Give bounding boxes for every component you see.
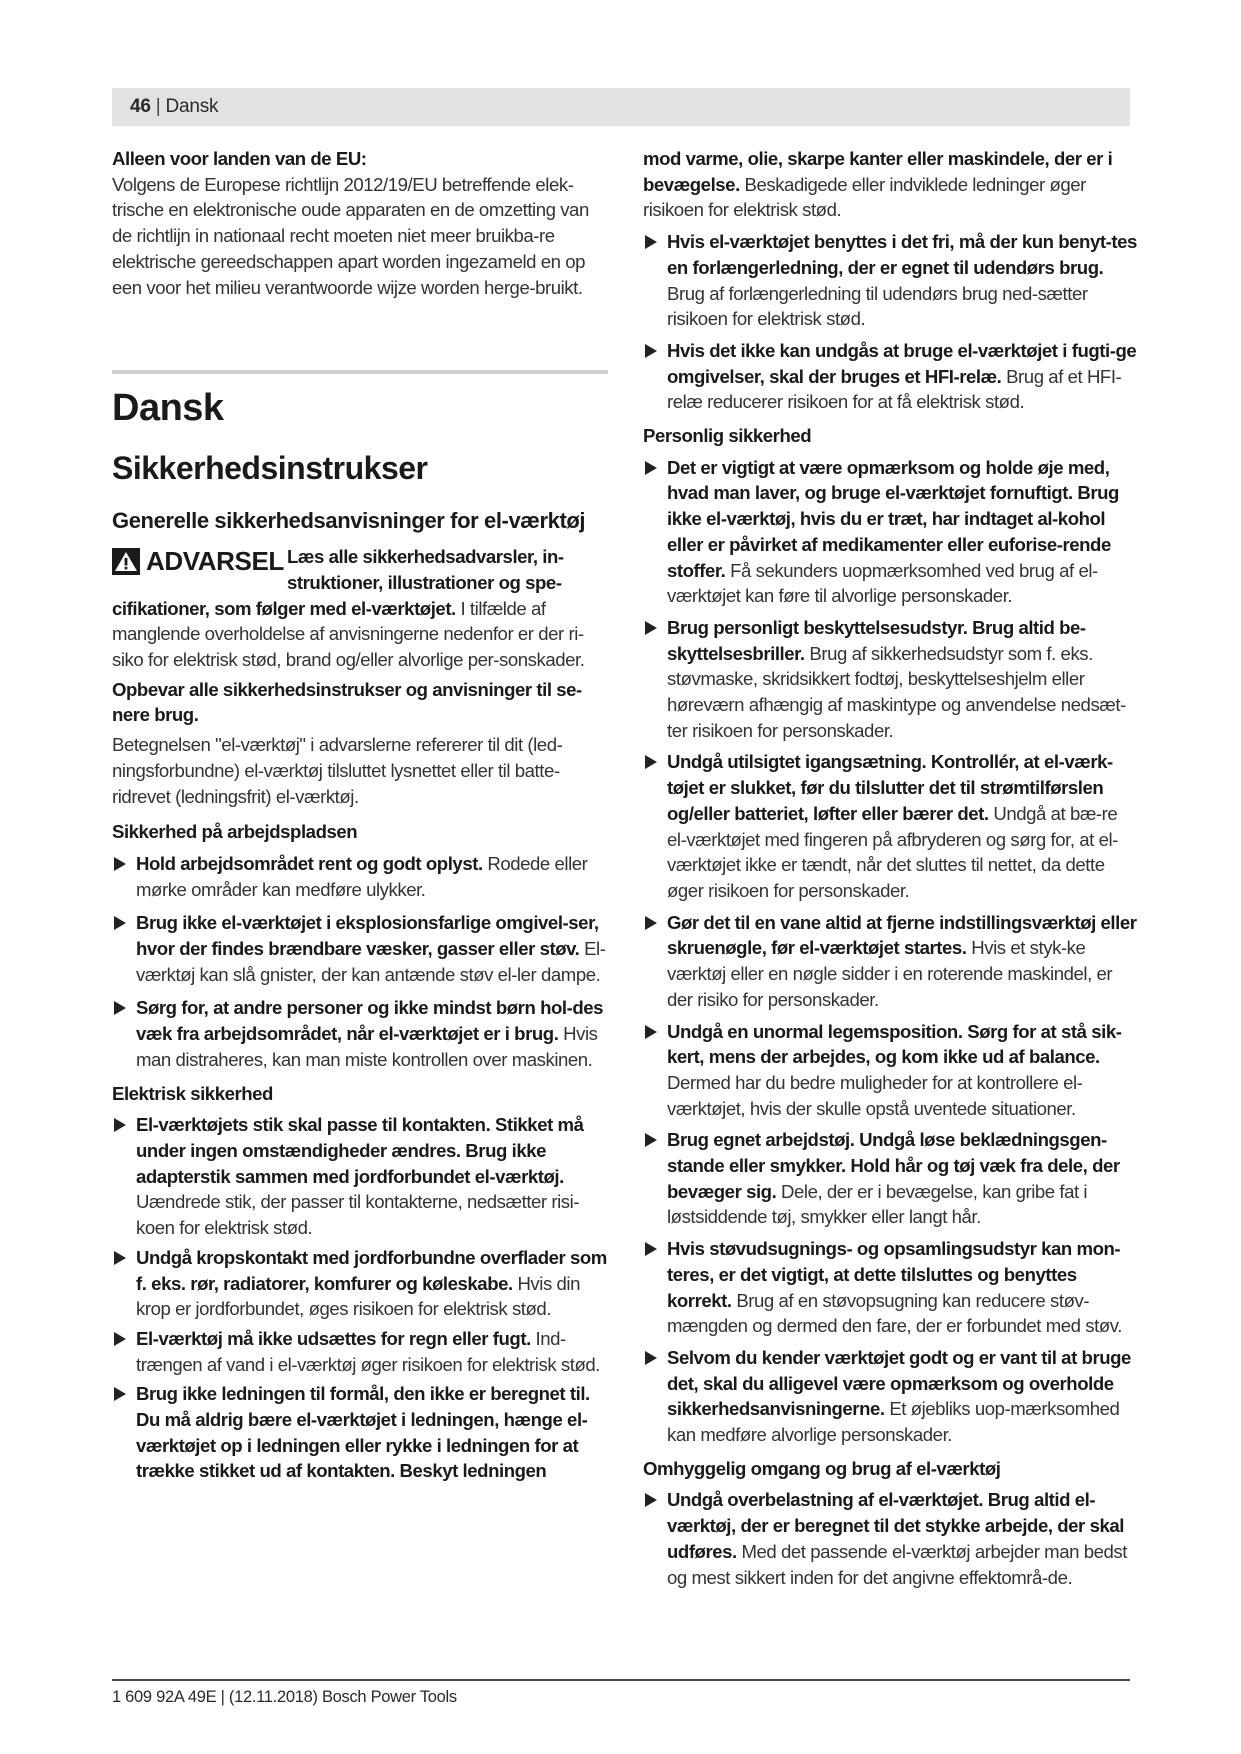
bullet-arrow-icon xyxy=(114,1251,126,1265)
list-item: El-værktøj må ikke udsættes for regn eller fugt. Ind-trængen af vand i el-værktøj øger risikoen for elektrisk stød. xyxy=(112,1326,608,1377)
header-language: Dansk xyxy=(165,96,219,117)
warning-text: I tilfælde af manglende overholdelse af anvisningerne nedenfor er der ri-siko for elektrisk stød, brand og/eller alvorlige per-sonskader. xyxy=(112,597,585,671)
warning-icon xyxy=(112,548,140,575)
bullet-arrow-icon xyxy=(114,1387,126,1401)
list-item: Det er vigtigt at være opmærksom og holde øje med, hvad man laver, og bruge el-værktøjet fornuftigt. Brug ikke el-værktøj, hvis du er træt, har indtaget al-kohol eller er påvirket af medikamenter eller euforise-rende stoffer. Få sekunders uopmærksomhed ved brug af el-værktøjet kan føre til alvorlige personskader. xyxy=(643,455,1137,609)
footer-divider xyxy=(112,1679,1130,1681)
bullet-arrow-icon xyxy=(114,916,126,930)
keep-paragraph: Betegnelsen "el-værktøj" i advarslerne refererer til dit (led-ningsforbundne) el-værktøj tilsluttet lysnettet eller til batte-ridrevet (ledningsfrit) el-værktøj. xyxy=(112,734,563,807)
page-header xyxy=(112,88,1130,126)
warning-label: ADVARSEL xyxy=(146,546,284,577)
list-item: Brug egnet arbejdstøj. Undgå løse beklædningsgen-stande eller smykker. Hold hår og tøj væk fra dele, der bevæger sig. Dele, der er i bevægelse, kan gribe fat i løstsiddende tøj, smykker eller langt hår. xyxy=(643,1127,1137,1230)
list-item: Brug ikke ledningen til formål, den ikke er beregnet til. Du må aldrig bære el-værktøjet i ledningen, hænge el-værktøjet op i ledningen eller rykke i ledningen for at trække stikket ud af kontakten. Beskyt ledningen xyxy=(112,1381,608,1484)
bullet-arrow-icon xyxy=(645,755,657,769)
list-item: Undgå kropskontakt med jordforbundne overflader som f. eks. rør, radiatorer, komfurer og køleskabe. Hvis din krop er jordforbundet, øges risikoen for elektrisk stød. xyxy=(112,1245,608,1322)
warning-badge xyxy=(112,544,287,592)
warning-bold: Læs alle sikkerhedsadvarsler, in-struktioner, illustrationer og spe-cifikationer, som følger med el-værktøjet. xyxy=(112,546,564,619)
list-item: Undgå en unormal legemsposition. Sørg for at stå sik-kert, mens der arbejdes, og kom ikke ud af balance. Dermed har du bedre muligheder for at kontrollere el-værktøjet, hvis der skulle opstå uventede situationer. xyxy=(643,1019,1137,1122)
list-item: Hold arbejdsområdet rent og godt oplyst. Rodede eller mørke områder kan medføre ulykker. xyxy=(112,851,608,902)
right-column xyxy=(643,146,1137,1590)
bullet-arrow-icon xyxy=(645,1133,657,1147)
header-separator: | xyxy=(155,96,161,117)
safety-title: Sikkerhedsinstrukser xyxy=(112,450,428,487)
bullet-arrow-icon xyxy=(645,344,657,358)
general-title: Generelle sikkerhedsanvisninger for el-værktøj xyxy=(112,508,586,534)
list-item: Sørg for, at andre personer og ikke mindst børn hol-des væk fra arbejdsområdet, når el-værktøjet er i brug. Hvis man distraheres, kan man miste kontrollen over maskinen. xyxy=(112,995,608,1072)
electrical-safety-heading: Elektrisk sikkerhed xyxy=(112,1082,273,1104)
bullet-arrow-icon xyxy=(114,1001,126,1015)
bullet-arrow-icon xyxy=(645,1351,657,1365)
eu-heading: Alleen voor landen van de EU: xyxy=(112,148,367,169)
bullet-arrow-icon xyxy=(645,1242,657,1256)
eu-paragraph: Volgens de Europese richtlijn 2012/19/EU betreffende elek-trische en elektronische oude apparaten en de omzetting van de richtlijn in nationaal recht moeten niet meer bruikba-re elektrische gereedschappen apart worden ingezameld en op een voor het milieu verantwoorde wijze worden herge-bruikt. xyxy=(112,173,589,298)
careful-use-heading: Omhyggelig omgang og brug af el-værktøj xyxy=(643,1457,1001,1479)
bullet-arrow-icon xyxy=(645,621,657,635)
bullet-arrow-icon xyxy=(645,461,657,475)
bullet-arrow-icon xyxy=(645,916,657,930)
page-number: 46 xyxy=(130,96,151,117)
continued-paragraph: mod varme, olie, skarpe kanter eller maskindele, der er i bevægelse. Beskadigede eller indviklede ledninger øger risikoen for elektrisk stød. xyxy=(643,148,1113,221)
page-footer: 1 609 92A 49E | (12.11.2018) Bosch Power Tools xyxy=(112,1688,457,1706)
bullet-arrow-icon xyxy=(114,857,126,871)
left-column xyxy=(112,146,608,1484)
list-item: Brug ikke el-værktøjet i eksplosionsfarlige omgivel-ser, hvor der findes brændbare væsker, gasser eller støv. El-værktøj kan slå gnister, der kan antænde støv el-ler dampe. xyxy=(112,910,608,987)
list-item: Selvom du kender værktøjet godt og er vant til at bruge det, skal du alligevel være opmærksom og overholde sikkerhedsanvisningerne. Et øjebliks uop-mærksomhed kan medføre alvorlige personskader. xyxy=(643,1345,1137,1448)
section-title: Dansk xyxy=(112,387,224,430)
list-item: El-værktøjets stik skal passe til kontakten. Stikket må under ingen omstændigheder ændres. Brug ikke adapterstik sammen med jordforbundet el-værktøj. Uændrede stik, der passer til kontakterne, nedsætter risi-koen for elektrisk stød. xyxy=(112,1112,608,1241)
list-item: Hvis el-værktøjet benyttes i det fri, må der kun benyt-tes en forlængerledning, der er egnet til udendørs brug. Brug af forlængerledning til udendørs brug ned-sætter risikoen for elektrisk stød. xyxy=(643,229,1137,332)
keep-heading: Opbevar alle sikkerhedsinstrukser og anvisninger til se-nere brug. xyxy=(112,678,582,726)
personal-safety-heading: Personlig sikkerhed xyxy=(643,425,812,447)
list-item: Hvis det ikke kan undgås at bruge el-værktøjet i fugti-ge omgivelser, skal der bruges et HFI-relæ. Brug af et HFI-relæ reducerer risikoen for at få elektrisk stød. xyxy=(643,338,1137,415)
warning-block xyxy=(112,544,608,673)
work-safety-heading: Sikkerhed på arbejdspladsen xyxy=(112,821,358,843)
list-item: Undgå overbelastning af el-værktøjet. Brug altid el-værktøj, der er beregnet til det stykke arbejde, der skal udføres. Med det passende el-værktøj arbejder man bedst og mest sikkert inden for det angivne effektområ-de. xyxy=(643,1487,1137,1590)
list-item: Gør det til en vane altid at fjerne indstillingsværktøj eller skruenøgle, før el-værktøjet startes. Hvis et styk-ke værktøj eller en nøgle sidder i en roterende maskindel, er der risiko for personskader. xyxy=(643,910,1137,1013)
list-item: Undgå utilsigtet igangsætning. Kontrollér, at el-værk-tøjet er slukket, før du tilslutter det til strømtilførslen og/eller batteriet, løfter eller bærer det. Undgå at bæ-re el-værktøjet med fingeren på afbryderen og sørg for, at el-værktøjet ikke er tændt, når det sluttes til nettet, da dette øger risikoen for personskader. xyxy=(643,749,1137,903)
bullet-arrow-icon xyxy=(645,1025,657,1039)
bullet-arrow-icon xyxy=(645,1493,657,1507)
bullet-arrow-icon xyxy=(114,1118,126,1132)
bullet-arrow-icon xyxy=(645,235,657,249)
bullet-arrow-icon xyxy=(114,1332,126,1346)
list-item: Brug personligt beskyttelsesudstyr. Brug altid be-skyttelsesbriller. Brug af sikkerhedsudstyr som f. eks. støvmaske, skridsikkert fodtøj, beskyttelseshjelm eller høreværn afhængig af maskintype og anvendelse nedsæt-ter risikoen for personskader. xyxy=(643,615,1137,744)
list-item: Hvis støvudsugnings- og opsamlingsudstyr kan mon-teres, er det vigtigt, at dette tilsluttes og benyttes korrekt. Brug af en støvopsugning kan reducere støv-mængden og dermed den fare, der er forbundet med støv. xyxy=(643,1236,1137,1339)
